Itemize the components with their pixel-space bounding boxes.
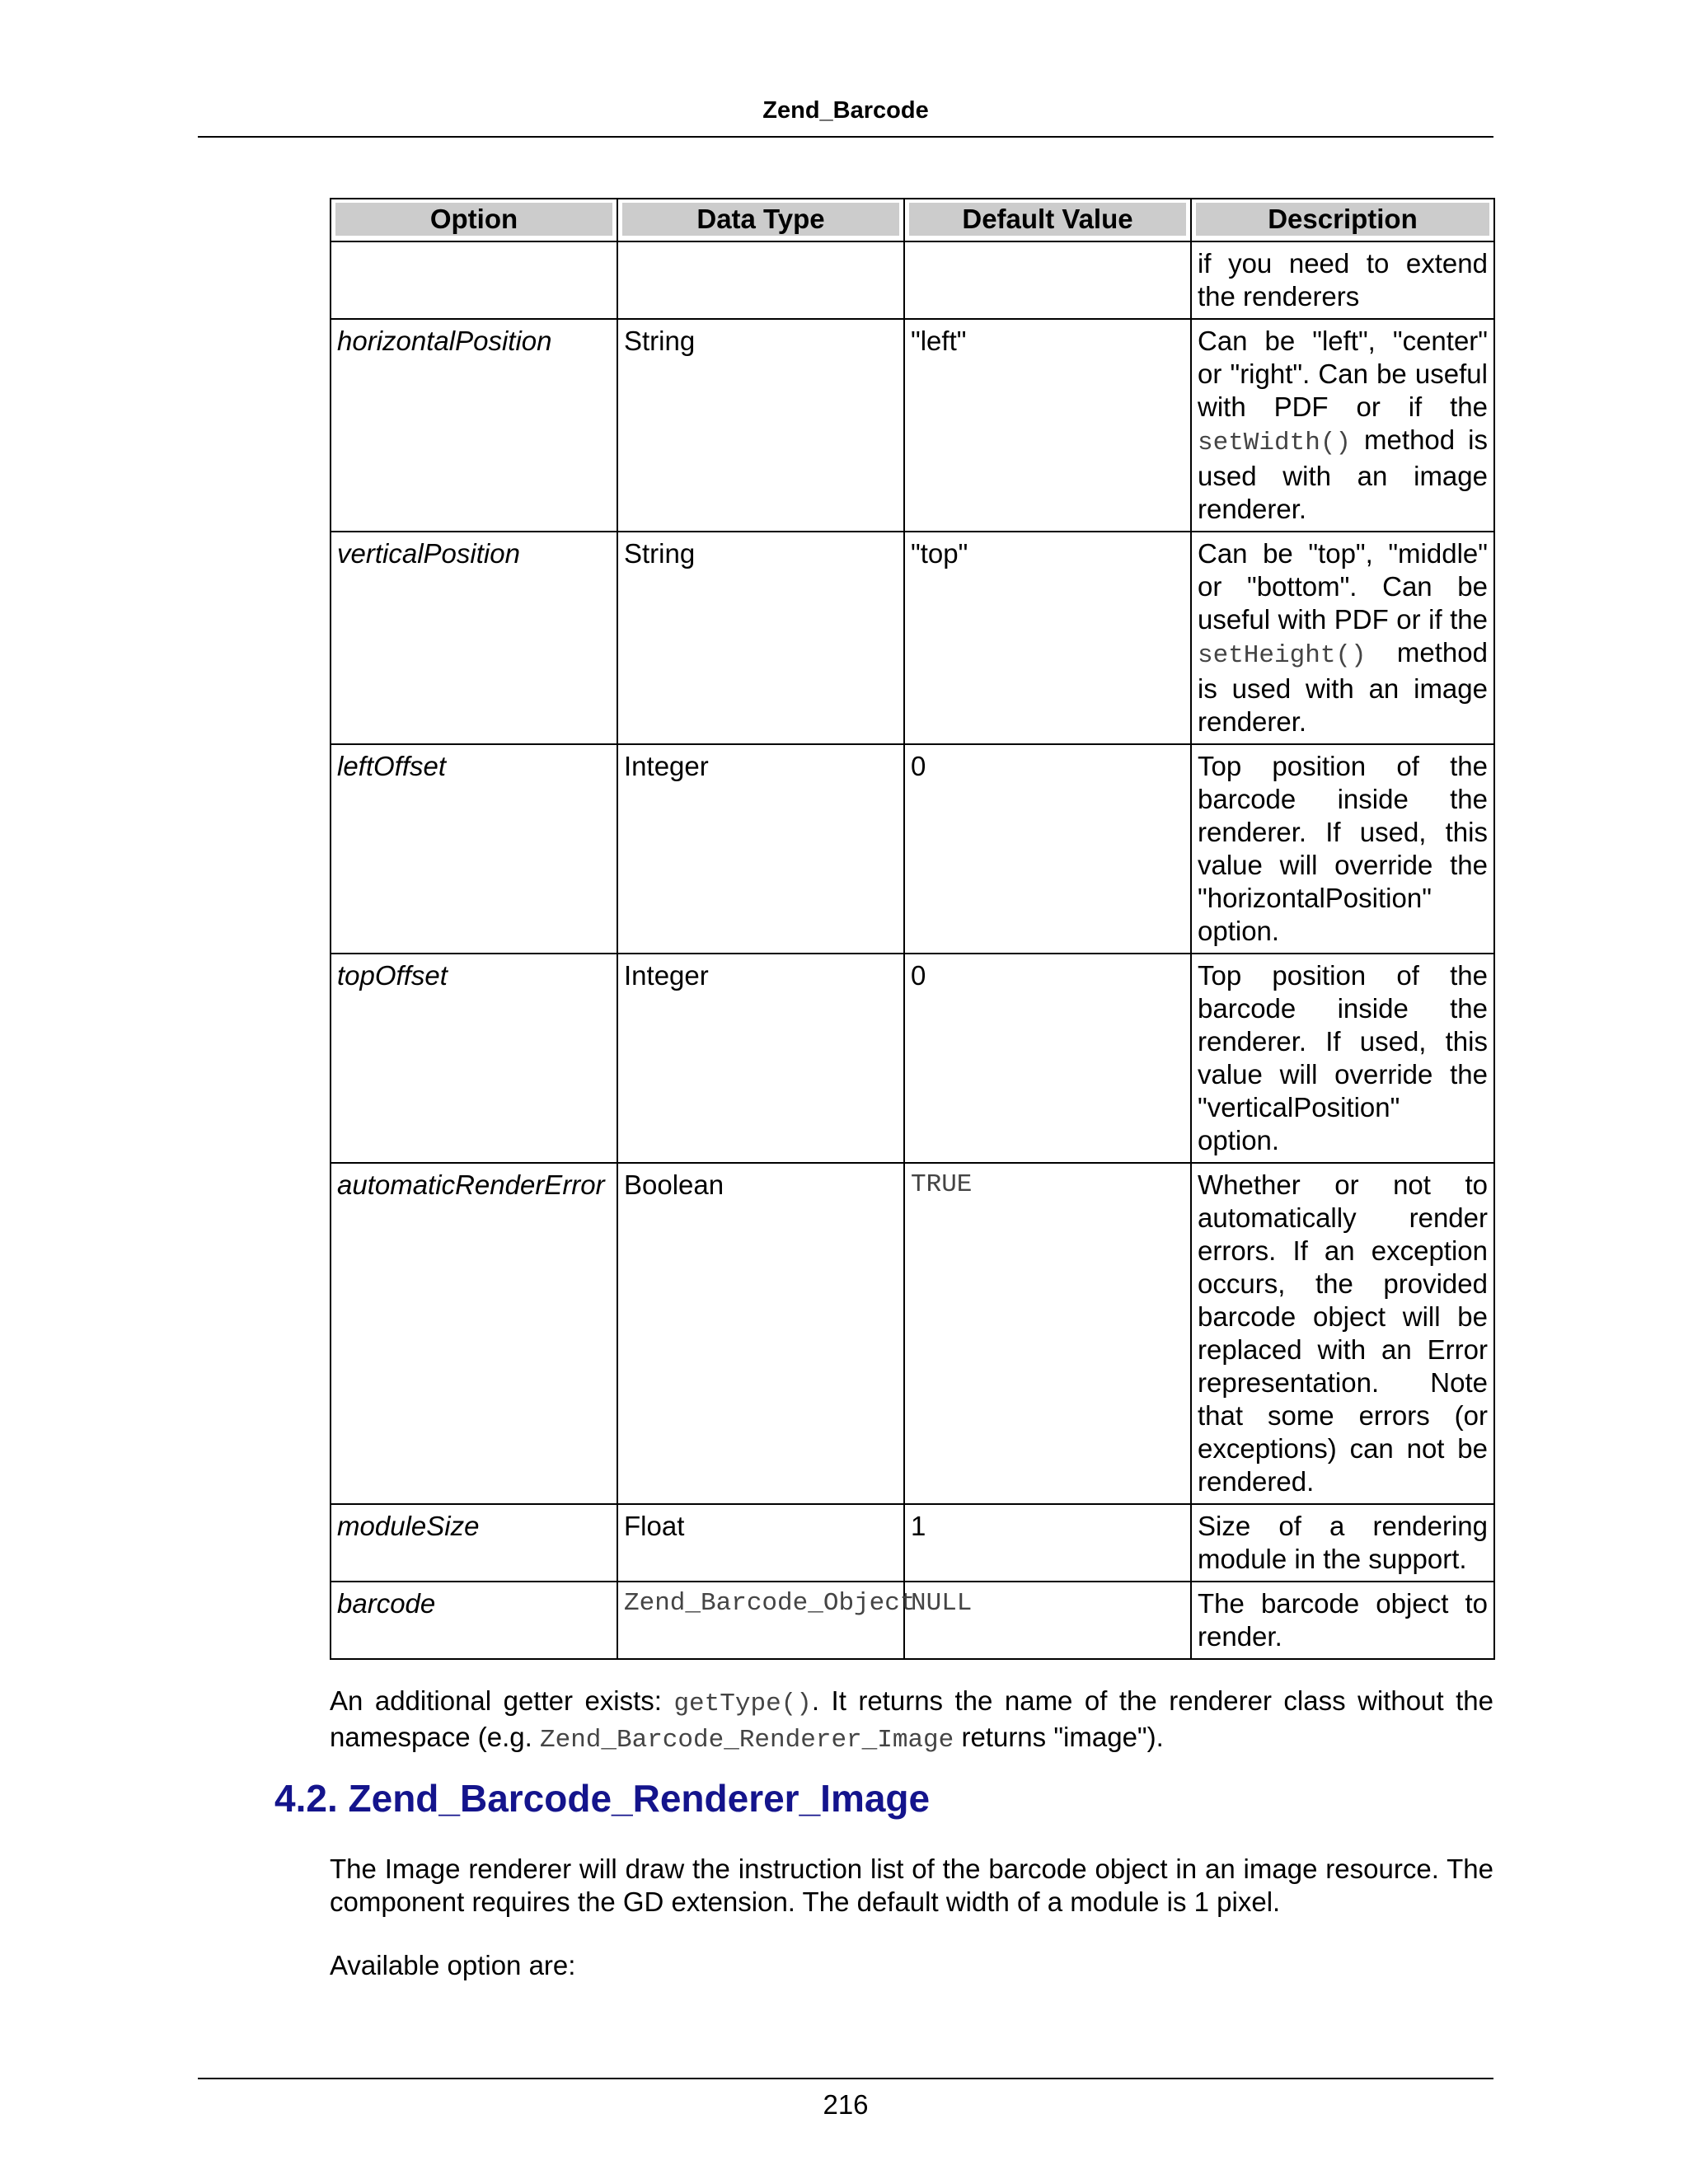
data-type-cell: Zend_Barcode_Object	[617, 1582, 904, 1659]
data-type-cell: Integer	[617, 744, 904, 954]
column-header-data-type: Data Type	[617, 199, 904, 241]
column-header-option: Option	[331, 199, 617, 241]
default-value-cell: 1	[904, 1504, 1191, 1582]
option-cell: leftOffset	[331, 744, 617, 954]
description-cell	[1191, 319, 1494, 532]
data-type-cell: Float	[617, 1504, 904, 1582]
table-row	[331, 1582, 1494, 1659]
description-text: method is used with an image renderer.	[1198, 424, 1488, 524]
table-row	[331, 241, 1494, 319]
default-value-cell	[904, 241, 1191, 319]
option-cell: verticalPosition	[331, 532, 617, 744]
description-cell: Top position of the barcode inside the renderer. If used, this value will override the "verticalPosition" option.	[1191, 954, 1494, 1163]
description-cell: Top position of the barcode inside the renderer. If used, this value will override the "horizontalPosition" option.	[1191, 744, 1494, 954]
description-text: method is used with an image renderer.	[1198, 637, 1488, 737]
description-cell: if you need to extend the renderers	[1191, 241, 1494, 319]
image-renderer-paragraph: The Image renderer will draw the instruction list of the barcode object in an image resource. The component requires the GD extension. The default width of a module is 1 pixel.	[330, 1854, 1493, 1917]
footer-rule	[198, 2078, 1493, 2079]
page-number: 216	[823, 2089, 869, 2120]
paragraph-text: . It returns the name of the renderer class without the namespace (e.g.	[330, 1685, 1493, 1752]
available-options-paragraph: Available option are:	[330, 1950, 576, 1980]
option-cell: topOffset	[331, 954, 617, 1163]
column-header-default-value: Default Value	[904, 199, 1191, 241]
table-row	[331, 1163, 1494, 1504]
data-type-cell: String	[617, 319, 904, 532]
column-header-description: Description	[1191, 199, 1494, 241]
option-cell: automaticRenderError	[331, 1163, 617, 1504]
data-type-cell	[617, 241, 904, 319]
option-cell	[331, 241, 617, 319]
table-row	[331, 744, 1494, 954]
code-setwidth: setWidth()	[1198, 429, 1352, 457]
description-text: Can be "left", "center" or "right". Can be useful with PDF or if the	[1198, 326, 1488, 422]
default-value-cell: TRUE	[904, 1163, 1191, 1504]
data-type-cell: String	[617, 532, 904, 744]
table-row	[331, 319, 1494, 532]
description-cell: The barcode object to render.	[1191, 1582, 1494, 1659]
getter-paragraph	[330, 1685, 1493, 1757]
options-table	[330, 198, 1495, 1660]
table-row	[331, 532, 1494, 744]
table-header-row	[331, 199, 1494, 241]
table-row	[331, 1504, 1494, 1582]
description-cell: Whether or not to automatically render errors. If an exception occurs, the provided barcode object will be replaced with an Error representation. Note that some errors (or exceptions) can not be rendered.	[1191, 1163, 1494, 1504]
code-gettype: getType()	[673, 1690, 812, 1718]
running-header: Zend_Barcode	[762, 97, 929, 124]
default-value-cell: 0	[904, 954, 1191, 1163]
paragraph-text: returns "image").	[954, 1722, 1164, 1752]
option-cell: horizontalPosition	[331, 319, 617, 532]
option-cell: moduleSize	[331, 1504, 617, 1582]
description-cell: Size of a rendering module in the support.	[1191, 1504, 1494, 1582]
header-rule	[198, 136, 1493, 138]
section-heading: 4.2. Zend_Barcode_Renderer_Image	[274, 1777, 931, 1820]
default-value-cell: "top"	[904, 532, 1191, 744]
default-value-cell: NULL	[904, 1582, 1191, 1659]
default-value-cell: 0	[904, 744, 1191, 954]
data-type-cell: Boolean	[617, 1163, 904, 1504]
table-row	[331, 954, 1494, 1163]
description-text: Can be "top", "middle" or "bottom". Can be useful with PDF or if the	[1198, 538, 1488, 635]
paragraph-text: An additional getter exists:	[330, 1685, 674, 1716]
code-renderer-image: Zend_Barcode_Renderer_Image	[539, 1726, 954, 1755]
default-value-cell: "left"	[904, 319, 1191, 532]
description-cell	[1191, 532, 1494, 744]
data-type-cell: Integer	[617, 954, 904, 1163]
code-setheight: setHeight()	[1198, 641, 1367, 670]
option-cell: barcode	[331, 1582, 617, 1659]
